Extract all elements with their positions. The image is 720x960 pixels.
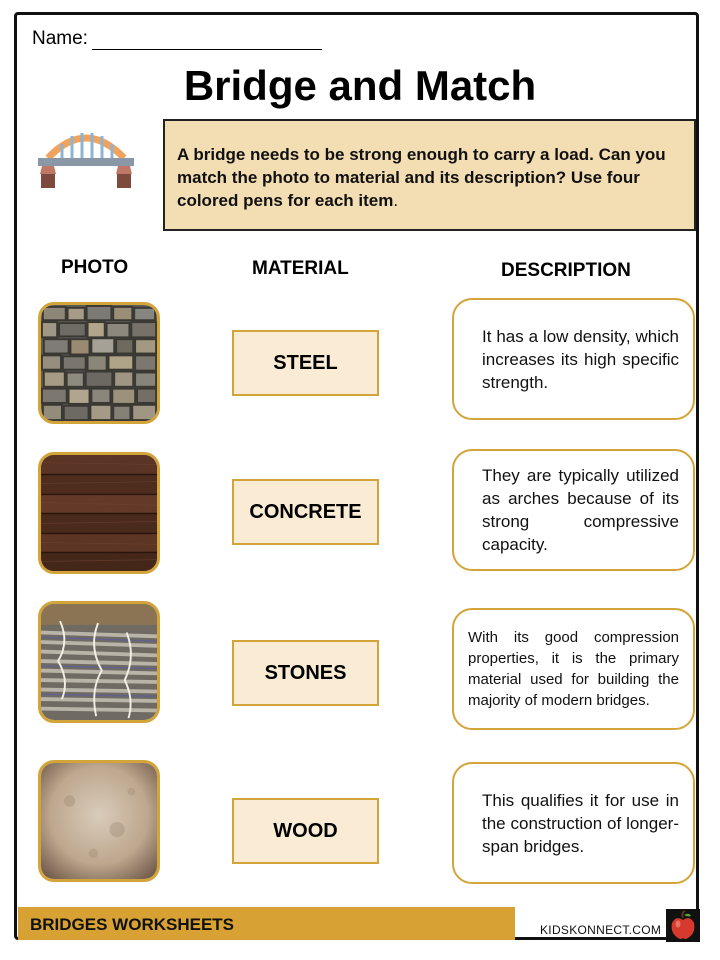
- description-text-2: They are typically utilized as arches because of its strong compressive capacity.: [482, 466, 679, 554]
- column-header-material: MATERIAL: [252, 258, 349, 279]
- intro-period: .: [393, 191, 399, 210]
- intro-box: [163, 119, 696, 231]
- column-header-description: DESCRIPTION: [501, 260, 631, 281]
- intro-text: A bridge needs to be strong enough to carry a load. Can you match the photo to material and its description? Use four colored pens for each item: [177, 145, 666, 210]
- name-label: Name:: [32, 28, 88, 49]
- steel-rebar-photo[interactable]: [38, 601, 160, 723]
- description-text-1: It has a low density, which increases its high specific strength.: [482, 326, 679, 392]
- footer-site[interactable]: KIDSKONNECT.COM: [540, 923, 662, 937]
- description-box-4[interactable]: [452, 762, 695, 884]
- name-blank-line[interactable]: [92, 31, 322, 50]
- concrete-surface-photo[interactable]: [38, 760, 160, 882]
- description-box-1[interactable]: [452, 298, 695, 420]
- column-header-photo: PHOTO: [61, 257, 129, 278]
- wood-planks-photo[interactable]: [38, 452, 160, 574]
- footer-label: BRIDGES WORKSHEETS: [30, 915, 235, 934]
- description-box-3[interactable]: [452, 608, 695, 730]
- name-field: [32, 28, 322, 50]
- description-text-4: This qualifies it for use in the construction of longer-span bridges.: [482, 790, 679, 856]
- material-box-concrete[interactable]: CONCRETE: [232, 479, 379, 545]
- page-title: Bridge and Match: [183, 62, 537, 109]
- stone-wall-photo[interactable]: [38, 302, 160, 424]
- description-text-3: With its good compression properties, it is the primary material used for building the majority of modern bridges.: [468, 629, 679, 709]
- description-box-2[interactable]: [452, 449, 695, 571]
- apple-logo-icon: [666, 909, 700, 942]
- bridge-icon: [36, 120, 136, 192]
- material-box-wood[interactable]: WOOD: [232, 798, 379, 864]
- material-box-stones[interactable]: STONES: [232, 640, 379, 706]
- material-box-steel[interactable]: STEEL: [232, 330, 379, 396]
